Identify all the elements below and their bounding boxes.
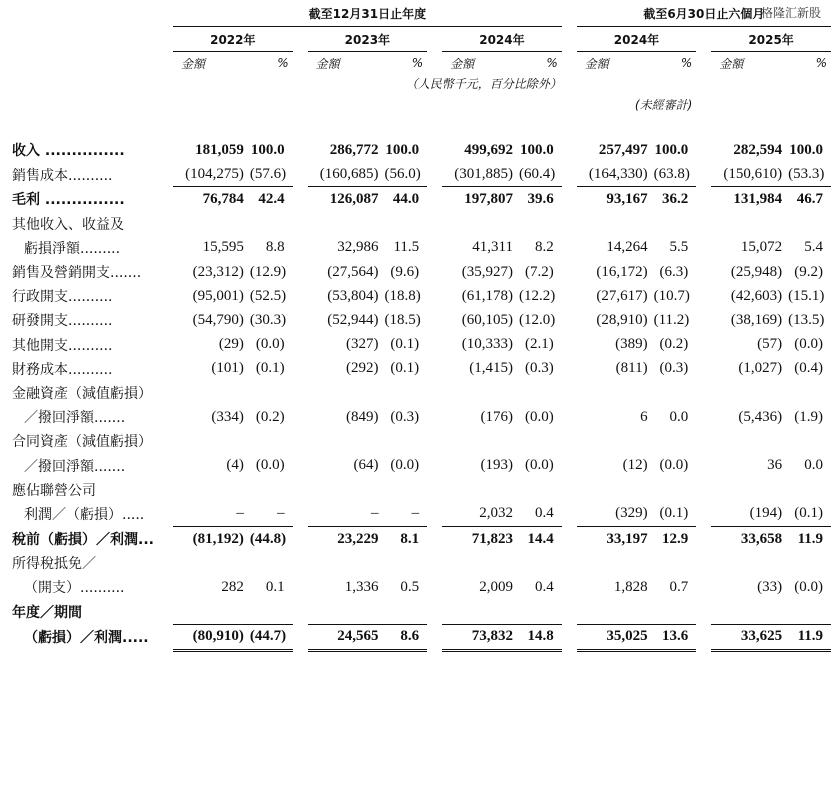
table-row: [0, 381, 831, 405]
row-label: （虧損）／利潤.....: [24, 630, 149, 647]
amount-cell: (29): [218, 336, 244, 353]
amount-cell: (194): [749, 505, 783, 522]
percent-cell: (18.8): [384, 287, 421, 304]
amount-cell: (329): [615, 505, 648, 522]
amount-cell: (101): [211, 360, 244, 377]
amount-cell: (57): [757, 336, 783, 353]
amount-cell: 131,984: [711, 187, 788, 212]
amount-cell: 93,167: [577, 187, 654, 212]
year-header-h1-2024: 2024年: [577, 27, 697, 52]
amount-cell: (54,790): [192, 311, 244, 328]
table-row: [0, 187, 831, 212]
percent-cell: (12.0): [519, 311, 556, 328]
percent-cell: [384, 600, 427, 625]
percent-cell: [250, 429, 293, 453]
group-header-annual: 截至12月31日止年度: [173, 0, 562, 27]
table-row: [0, 429, 831, 453]
year-header-h1-2025: 2025年: [711, 27, 831, 52]
percent-cell: –: [411, 505, 420, 522]
amount-cell: 126,087: [308, 187, 385, 212]
amount-cell: [577, 212, 654, 236]
amount-cell: (64): [353, 457, 379, 474]
amount-cell: [173, 212, 250, 236]
amount-cell: (327): [345, 336, 379, 353]
percent-cell: [250, 478, 293, 502]
amount-cell: (10,333): [461, 336, 513, 353]
row-label: 應佔聯營公司: [12, 482, 96, 499]
table-row: [0, 333, 831, 357]
table-row: [0, 138, 831, 162]
percent-cell: 14.4: [519, 527, 562, 552]
percent-cell: (11.2): [653, 311, 690, 328]
percent-cell: 36.2: [654, 187, 697, 212]
amount-cell: 23,229: [308, 527, 385, 552]
percent-cell: (0.1): [390, 360, 420, 377]
percent-cell: [788, 551, 831, 575]
amount-cell: (61,178): [461, 287, 513, 304]
percent-cell: (0.3): [659, 360, 689, 377]
amount-cell: (81,192): [173, 527, 250, 552]
percent-cell: (0.0): [525, 408, 554, 425]
percent-cell: (0.0): [794, 336, 823, 353]
percent-cell: [519, 478, 562, 502]
percent-cell: 100.0: [250, 141, 285, 158]
amount-cell: 71,823: [442, 527, 519, 552]
percent-cell: [519, 429, 562, 453]
amount-cell: (150,610): [711, 162, 788, 187]
table-row: [0, 260, 831, 284]
amount-label: 金額: [450, 56, 475, 71]
amount-cell: (25,948): [730, 263, 783, 280]
amount-cell: (95,001): [192, 287, 244, 304]
amount-cell: (27,617): [596, 287, 648, 304]
percent-cell: (57.6): [250, 162, 293, 187]
amount-cell: [577, 478, 654, 502]
percent-cell: [654, 429, 697, 453]
amount-cell: (1,415): [469, 360, 513, 377]
amount-cell: (35,927): [461, 263, 513, 280]
statement-rows: [0, 138, 831, 650]
row-label: 財務成本..........: [12, 361, 113, 378]
row-label: 合同資產（減值虧損）: [12, 434, 152, 451]
percent-cell: 100.0: [789, 141, 823, 158]
amount-cell: (27,564): [327, 263, 379, 280]
percent-cell: [788, 478, 831, 502]
row-label: 其他收入、收益及: [12, 216, 124, 233]
percent-cell: (15.1): [788, 287, 825, 304]
amount-cell: [711, 212, 788, 236]
table-row: [0, 357, 831, 381]
percent-cell: (0.0): [255, 457, 285, 474]
percent-cell: (44.8): [250, 527, 293, 552]
amount-cell: 257,497: [598, 141, 648, 158]
percent-cell: 8.1: [384, 527, 427, 552]
row-label: ／撥回淨額.......: [24, 458, 126, 475]
unaudited-note: (未經審計): [634, 97, 693, 112]
percent-cell: [384, 381, 427, 405]
percent-cell: [654, 381, 697, 405]
percent-cell: (13.5): [788, 311, 825, 328]
percent-cell: (56.0): [384, 162, 427, 187]
amount-cell: 2,032: [479, 505, 513, 522]
percent-cell: (0.1): [794, 505, 823, 522]
group-header-interim: 截至6月30日止六個月: [577, 0, 831, 27]
percent-cell: [788, 212, 831, 236]
amount-cell: (52,944): [327, 311, 379, 328]
amount-cell: 282,594: [733, 141, 783, 158]
percent-cell: 8.8: [265, 239, 285, 256]
percent-cell: 0.1: [265, 578, 285, 595]
percent-cell: 42.4: [250, 187, 293, 212]
amount-cell: (1,027): [738, 360, 783, 377]
row-label: 行政開支..........: [12, 289, 113, 306]
amount-cell: (23,312): [192, 263, 244, 280]
unit-note: （人民幣千元，百分比除外）: [405, 76, 562, 91]
amount-cell: 33,197: [577, 527, 654, 552]
percent-cell: 0.4: [535, 505, 554, 522]
pct-label: %: [411, 56, 424, 70]
amount-cell: [173, 551, 250, 575]
row-label: 所得稅抵免／: [12, 556, 96, 573]
percent-cell: [654, 478, 697, 502]
amount-cell: (5,436): [738, 408, 783, 425]
percent-cell: (44.7): [250, 624, 293, 650]
amount-cell: 76,784: [173, 187, 250, 212]
percent-cell: (53.3): [788, 162, 831, 187]
amount-cell: (389): [615, 336, 648, 353]
amount-cell: (811): [615, 360, 648, 377]
row-label: ／撥回淨額.......: [24, 410, 126, 427]
amount-cell: 36: [767, 457, 783, 474]
percent-cell: (10.7): [653, 287, 690, 304]
amount-cell: 41,311: [472, 239, 513, 256]
percent-cell: (30.3): [249, 311, 287, 328]
amount-cell: [308, 381, 385, 405]
percent-cell: 0.0: [804, 457, 823, 474]
percent-cell: 11.9: [788, 527, 831, 552]
amount-cell: [711, 478, 788, 502]
pct-label: %: [680, 56, 693, 70]
amount-label: 金額: [584, 56, 609, 71]
amount-cell: 33,625: [711, 624, 788, 650]
percent-cell: [519, 600, 562, 625]
table-row: [0, 162, 831, 187]
percent-cell: [654, 212, 697, 236]
percent-cell: 100.0: [520, 141, 554, 158]
amount-cell: [308, 212, 385, 236]
percent-cell: 11.5: [393, 239, 420, 256]
percent-cell: [250, 551, 293, 575]
percent-cell: [654, 600, 697, 625]
percent-cell: (0.1): [255, 360, 285, 377]
row-label: 利潤／（虧損）.....: [24, 507, 145, 524]
percent-cell: (9.6): [390, 263, 420, 280]
amount-cell: (60,105): [461, 311, 513, 328]
amount-cell: [442, 381, 519, 405]
percent-cell: (0.2): [255, 408, 285, 425]
amount-cell: [442, 429, 519, 453]
percent-cell: 8.2: [535, 239, 554, 256]
pct-label: %: [815, 56, 827, 70]
amount-cell: [577, 551, 654, 575]
table-row: [0, 212, 831, 236]
amount-cell: 282: [221, 578, 244, 595]
percent-cell: [384, 551, 427, 575]
row-label: 收入 ...............: [12, 143, 125, 160]
table-row: [0, 308, 831, 332]
amount-cell: 24,565: [308, 624, 385, 650]
percent-cell: [384, 212, 427, 236]
amount-cell: (33): [757, 578, 783, 595]
percent-cell: 0.0: [669, 408, 689, 425]
percent-cell: (0.0): [659, 457, 689, 474]
amount-cell: [173, 600, 250, 625]
amount-cell: [577, 381, 654, 405]
amount-cell: [442, 600, 519, 625]
percent-cell: [788, 600, 831, 625]
amount-cell: (104,275): [173, 162, 250, 187]
percent-cell: (63.8): [654, 162, 697, 187]
amount-cell: 33,658: [711, 527, 788, 552]
percent-cell: [250, 381, 293, 405]
amount-cell: –: [370, 505, 379, 522]
watermark: 格隆汇新股: [760, 6, 821, 20]
percent-cell: (0.4): [794, 360, 823, 377]
amount-cell: [442, 212, 519, 236]
percent-cell: 39.6: [519, 187, 562, 212]
table-row: [0, 575, 831, 599]
year-header-2023: 2023年: [308, 27, 428, 52]
amount-cell: (849): [345, 408, 379, 425]
amount-cell: (164,330): [577, 162, 654, 187]
percent-cell: [788, 429, 831, 453]
row-label: 金融資產（減值虧損）: [12, 385, 152, 402]
row-label: 年度／期間: [12, 604, 82, 621]
percent-cell: [250, 212, 293, 236]
amount-cell: 14,264: [606, 239, 648, 256]
percent-cell: 0.4: [535, 578, 554, 595]
percent-cell: (9.2): [794, 263, 823, 280]
amount-cell: (42,603): [730, 287, 783, 304]
percent-cell: –: [277, 505, 285, 522]
amount-cell: (176): [480, 408, 513, 425]
percent-cell: (0.0): [255, 336, 285, 353]
amount-label: 金額: [315, 56, 340, 71]
percent-cell: [788, 381, 831, 405]
pct-label: %: [277, 56, 289, 70]
row-label: 稅前（虧損）／利潤...: [12, 531, 154, 548]
percent-cell: [519, 212, 562, 236]
percent-cell: 100.0: [385, 141, 420, 158]
year-header-2022: 2022年: [173, 27, 293, 52]
table-row: [0, 284, 831, 308]
row-label: 銷售及營銷開支.......: [12, 265, 142, 282]
percent-cell: (0.2): [659, 336, 689, 353]
amount-label: 金額: [719, 56, 744, 71]
amount-cell: [577, 600, 654, 625]
amount-cell: (80,910): [173, 624, 250, 650]
percent-cell: (18.5): [384, 311, 421, 328]
amount-cell: [442, 551, 519, 575]
percent-cell: 8.6: [384, 624, 427, 650]
percent-cell: 0.5: [400, 578, 420, 595]
percent-cell: [250, 600, 293, 625]
percent-cell: (60.4): [519, 162, 562, 187]
amount-cell: (301,885): [442, 162, 519, 187]
amount-cell: 181,059: [195, 141, 244, 158]
amount-cell: [308, 478, 385, 502]
percent-cell: 13.6: [654, 624, 697, 650]
table-row: [0, 236, 831, 260]
percent-cell: [654, 551, 697, 575]
percent-cell: [384, 478, 427, 502]
percent-cell: (0.3): [525, 360, 554, 377]
percent-cell: (12.2): [519, 287, 556, 304]
amount-cell: (28,910): [596, 311, 648, 328]
percent-cell: (6.3): [659, 263, 689, 280]
amount-cell: 6: [640, 408, 648, 425]
table-row: [0, 502, 831, 527]
percent-cell: 5.4: [804, 239, 823, 256]
amount-cell: 73,832: [442, 624, 519, 650]
percent-cell: (7.2): [525, 263, 554, 280]
amount-cell: (160,685): [308, 162, 385, 187]
amount-cell: (16,172): [596, 263, 648, 280]
amount-cell: [577, 429, 654, 453]
row-label: 銷售成本..........: [12, 167, 113, 184]
table-row: [0, 624, 831, 650]
row-label: 其他開支..........: [12, 337, 113, 354]
table-row: [0, 527, 831, 552]
percent-cell: 12.9: [654, 527, 697, 552]
amount-cell: [308, 551, 385, 575]
table-row: [0, 600, 831, 625]
pct-label: %: [546, 56, 558, 70]
percent-cell: 11.9: [788, 624, 831, 650]
percent-cell: 14.8: [519, 624, 562, 650]
percent-cell: (0.1): [390, 336, 420, 353]
percent-cell: (0.0): [525, 457, 554, 474]
percent-cell: 46.7: [788, 187, 831, 212]
amount-cell: (53,804): [327, 287, 379, 304]
amount-cell: (193): [480, 457, 513, 474]
row-label: 研發開支..........: [12, 313, 113, 330]
percent-cell: (1.9): [794, 408, 823, 425]
amount-cell: [308, 600, 385, 625]
amount-cell: 2,009: [479, 578, 513, 595]
table-row: [0, 405, 831, 429]
percent-cell: (0.0): [794, 578, 823, 595]
amount-cell: 35,025: [577, 624, 654, 650]
amount-cell: (4): [226, 457, 244, 474]
amount-label: 金額: [181, 56, 206, 71]
percent-cell: 100.0: [654, 141, 689, 158]
row-label: 虧損淨額.........: [24, 240, 121, 257]
percent-cell: (2.1): [525, 336, 554, 353]
percent-cell: (12.9): [249, 263, 287, 280]
amount-cell: (38,169): [730, 311, 783, 328]
percent-cell: 44.0: [384, 187, 427, 212]
amount-cell: [173, 381, 250, 405]
table-row: [0, 478, 831, 502]
amount-cell: [711, 429, 788, 453]
amount-cell: [711, 381, 788, 405]
amount-cell: 15,072: [740, 239, 783, 256]
amount-cell: 15,595: [202, 239, 244, 256]
amount-cell: 286,772: [329, 141, 379, 158]
amount-cell: 197,807: [442, 187, 519, 212]
percent-cell: (0.1): [659, 505, 689, 522]
amount-cell: (12): [622, 457, 648, 474]
percent-cell: (0.3): [390, 408, 420, 425]
percent-cell: 5.5: [669, 239, 689, 256]
amount-cell: [442, 478, 519, 502]
amount-cell: [711, 600, 788, 625]
percent-cell: [519, 381, 562, 405]
amount-cell: (292): [345, 360, 379, 377]
percent-cell: [519, 551, 562, 575]
amount-cell: –: [236, 505, 244, 522]
row-label: （開支）..........: [24, 580, 125, 597]
row-label: 毛利 ...............: [12, 192, 125, 209]
percent-cell: 0.7: [669, 578, 689, 595]
amount-cell: [308, 429, 385, 453]
amount-cell: 1,828: [613, 578, 648, 595]
amount-cell: 32,986: [337, 239, 379, 256]
amount-cell: [173, 478, 250, 502]
amount-cell: [173, 429, 250, 453]
amount-cell: 499,692: [464, 141, 513, 158]
amount-cell: (334): [211, 408, 244, 425]
year-header-2024: 2024年: [442, 27, 562, 52]
percent-cell: (0.0): [390, 457, 420, 474]
amount-cell: [711, 551, 788, 575]
amount-cell: 1,336: [344, 578, 379, 595]
table-row: [0, 551, 831, 575]
percent-cell: (52.5): [249, 287, 287, 304]
percent-cell: [384, 429, 427, 453]
table-row: [0, 453, 831, 477]
